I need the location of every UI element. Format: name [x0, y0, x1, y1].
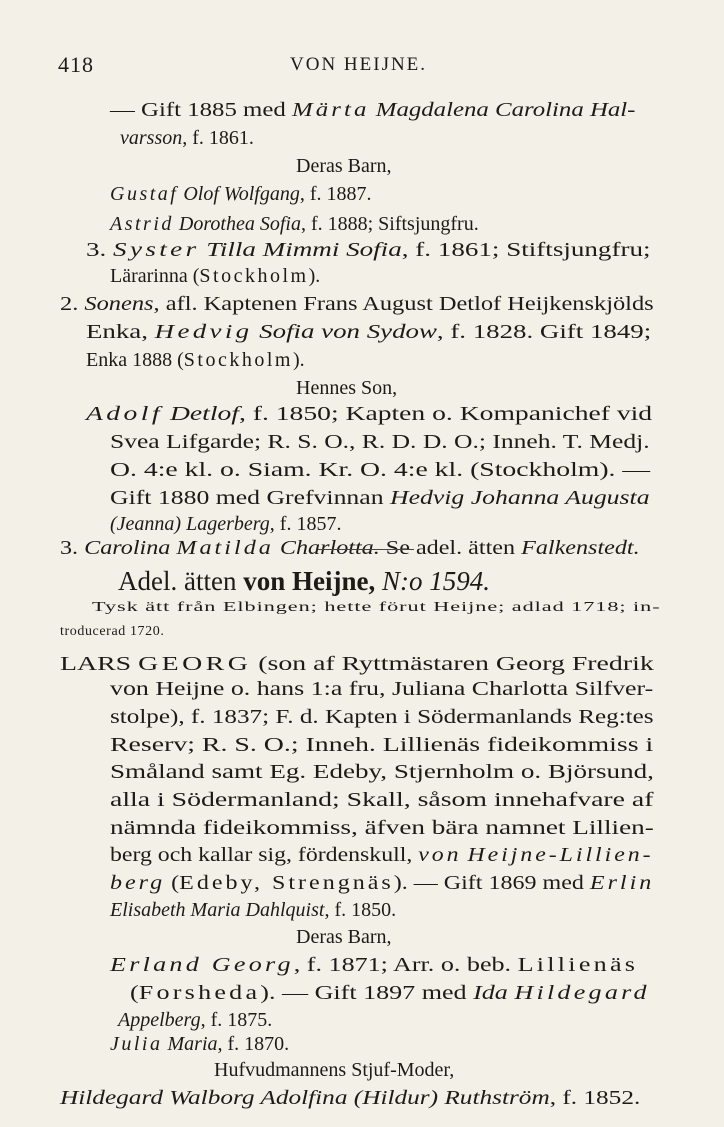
heading-family-name: von Heijne,: [243, 566, 376, 596]
lars-georg-line-12: Erland Georg, f. 1871; Arr. o. beb. Lillienäs: [110, 954, 639, 976]
entry-line-12: Adolf Detlof, f. 1850; Kapten o. Kompanichef vid: [86, 403, 653, 425]
lars-georg-line-15: Julia Maria, f. 1870.: [110, 1033, 290, 1055]
lars-georg-line-7: nämnda fideikommiss, äfven bära namnet Lillien-: [110, 817, 654, 839]
entry-line-10: Enka 1888 (Stockholm).: [86, 349, 305, 371]
page-header: [58, 52, 658, 82]
lars-georg-line-14: Appelberg, f. 1875.: [118, 1009, 273, 1031]
entry-line-11: Hennes Son,: [296, 377, 398, 399]
lars-georg-line-8: berg och kallar sig, fördenskull, von Heijne-Lillien-: [110, 844, 654, 866]
lars-georg-line-2: von Heijne o. hans 1:a fru, Juliana Charlotta Silfver-: [110, 678, 654, 700]
lars-georg-line-6: alla i Södermanland; Skall, såsom innehafvare af: [110, 789, 654, 811]
entry-line-2: varsson, f. 1861.: [120, 127, 254, 149]
entry-line-3: Deras Barn,: [296, 155, 392, 177]
lars-georg-line-16: Hufvudmannens Stjuf-Moder,: [214, 1059, 455, 1081]
section-divider: [318, 549, 414, 550]
entry-line-15: Gift 1880 med Grefvinnan Hedvig Johanna Augusta: [110, 487, 650, 509]
family-heading: [118, 566, 490, 597]
running-title: VON HEIJNE.: [290, 54, 428, 75]
entry-line-17: 3. Carolina Matilda Charlotta. Se adel. ätten Falkenstedt.: [60, 537, 640, 559]
lars-georg-line-9: berg (Edeby, Strengnäs). — Gift 1869 med Erlin: [110, 872, 655, 894]
lars-georg-line-1: LARS GEORG (son af Ryttmästaren Georg Fredrik: [60, 653, 654, 675]
page-number: 418: [58, 52, 94, 77]
heading-number: N:o 1594.: [381, 566, 490, 596]
entry-line-1: — Gift 1885 med Märta Magdalena Carolina Hal-: [110, 99, 636, 121]
intro-line-1: Tysk ätt från Elbingen; hette förut Heijne; adlad 1718; in-: [92, 600, 661, 615]
entry-line-14: O. 4:e kl. o. Siam. Kr. O. 4:e kl. (Stockholm). —: [110, 459, 651, 481]
lars-georg-line-13: (Forsheda). — Gift 1897 med Ida Hildegard: [130, 982, 650, 1004]
entry-line-4: Gustaf Olof Wolfgang, f. 1887.: [110, 183, 372, 205]
lars-georg-line-10: Elisabeth Maria Dahlquist, f. 1850.: [110, 899, 397, 921]
lars-georg-line-11: Deras Barn,: [296, 926, 392, 948]
entry-line-8: 2. Sonens, afl. Kaptenen Frans August Detlof Heijkenskjölds: [60, 293, 654, 315]
entry-line-16: (Jeanna) Lagerberg, f. 1857.: [110, 513, 342, 535]
entry-line-9: Enka, Hedvig Sofia von Sydow, f. 1828. Gift 1849;: [86, 321, 652, 343]
lars-georg-line-3: stolpe), f. 1837; F. d. Kapten i Södermanlands Reg:tes: [110, 706, 654, 728]
entry-line-6: 3. Syster Tilla Mimmi Sofia, f. 1861; Stiftsjungfru;: [86, 239, 651, 261]
lars-georg-line-5: Småland samt Eg. Edeby, Stjernholm o. Björsund,: [110, 761, 654, 783]
entry-line-7: Lärarinna (Stockholm).: [110, 265, 321, 287]
intro-line-2: troducerad 1720.: [60, 624, 165, 639]
entry-line-13: Svea Lifgarde; R. S. O., R. D. D. O.; Inneh. T. Medj.: [110, 431, 650, 453]
entry-line-5: Astrid Dorothea Sofia, f. 1888; Siftsjungfru.: [110, 213, 479, 235]
lars-georg-line-4: Reserv; R. S. O.; Inneh. Lillienäs fideikommiss i: [110, 734, 654, 756]
heading-prefix: Adel. ätten: [118, 566, 237, 596]
lars-georg-line-17: Hildegard Walborg Adolfina (Hildur) Ruthström, f. 1852.: [60, 1087, 641, 1109]
